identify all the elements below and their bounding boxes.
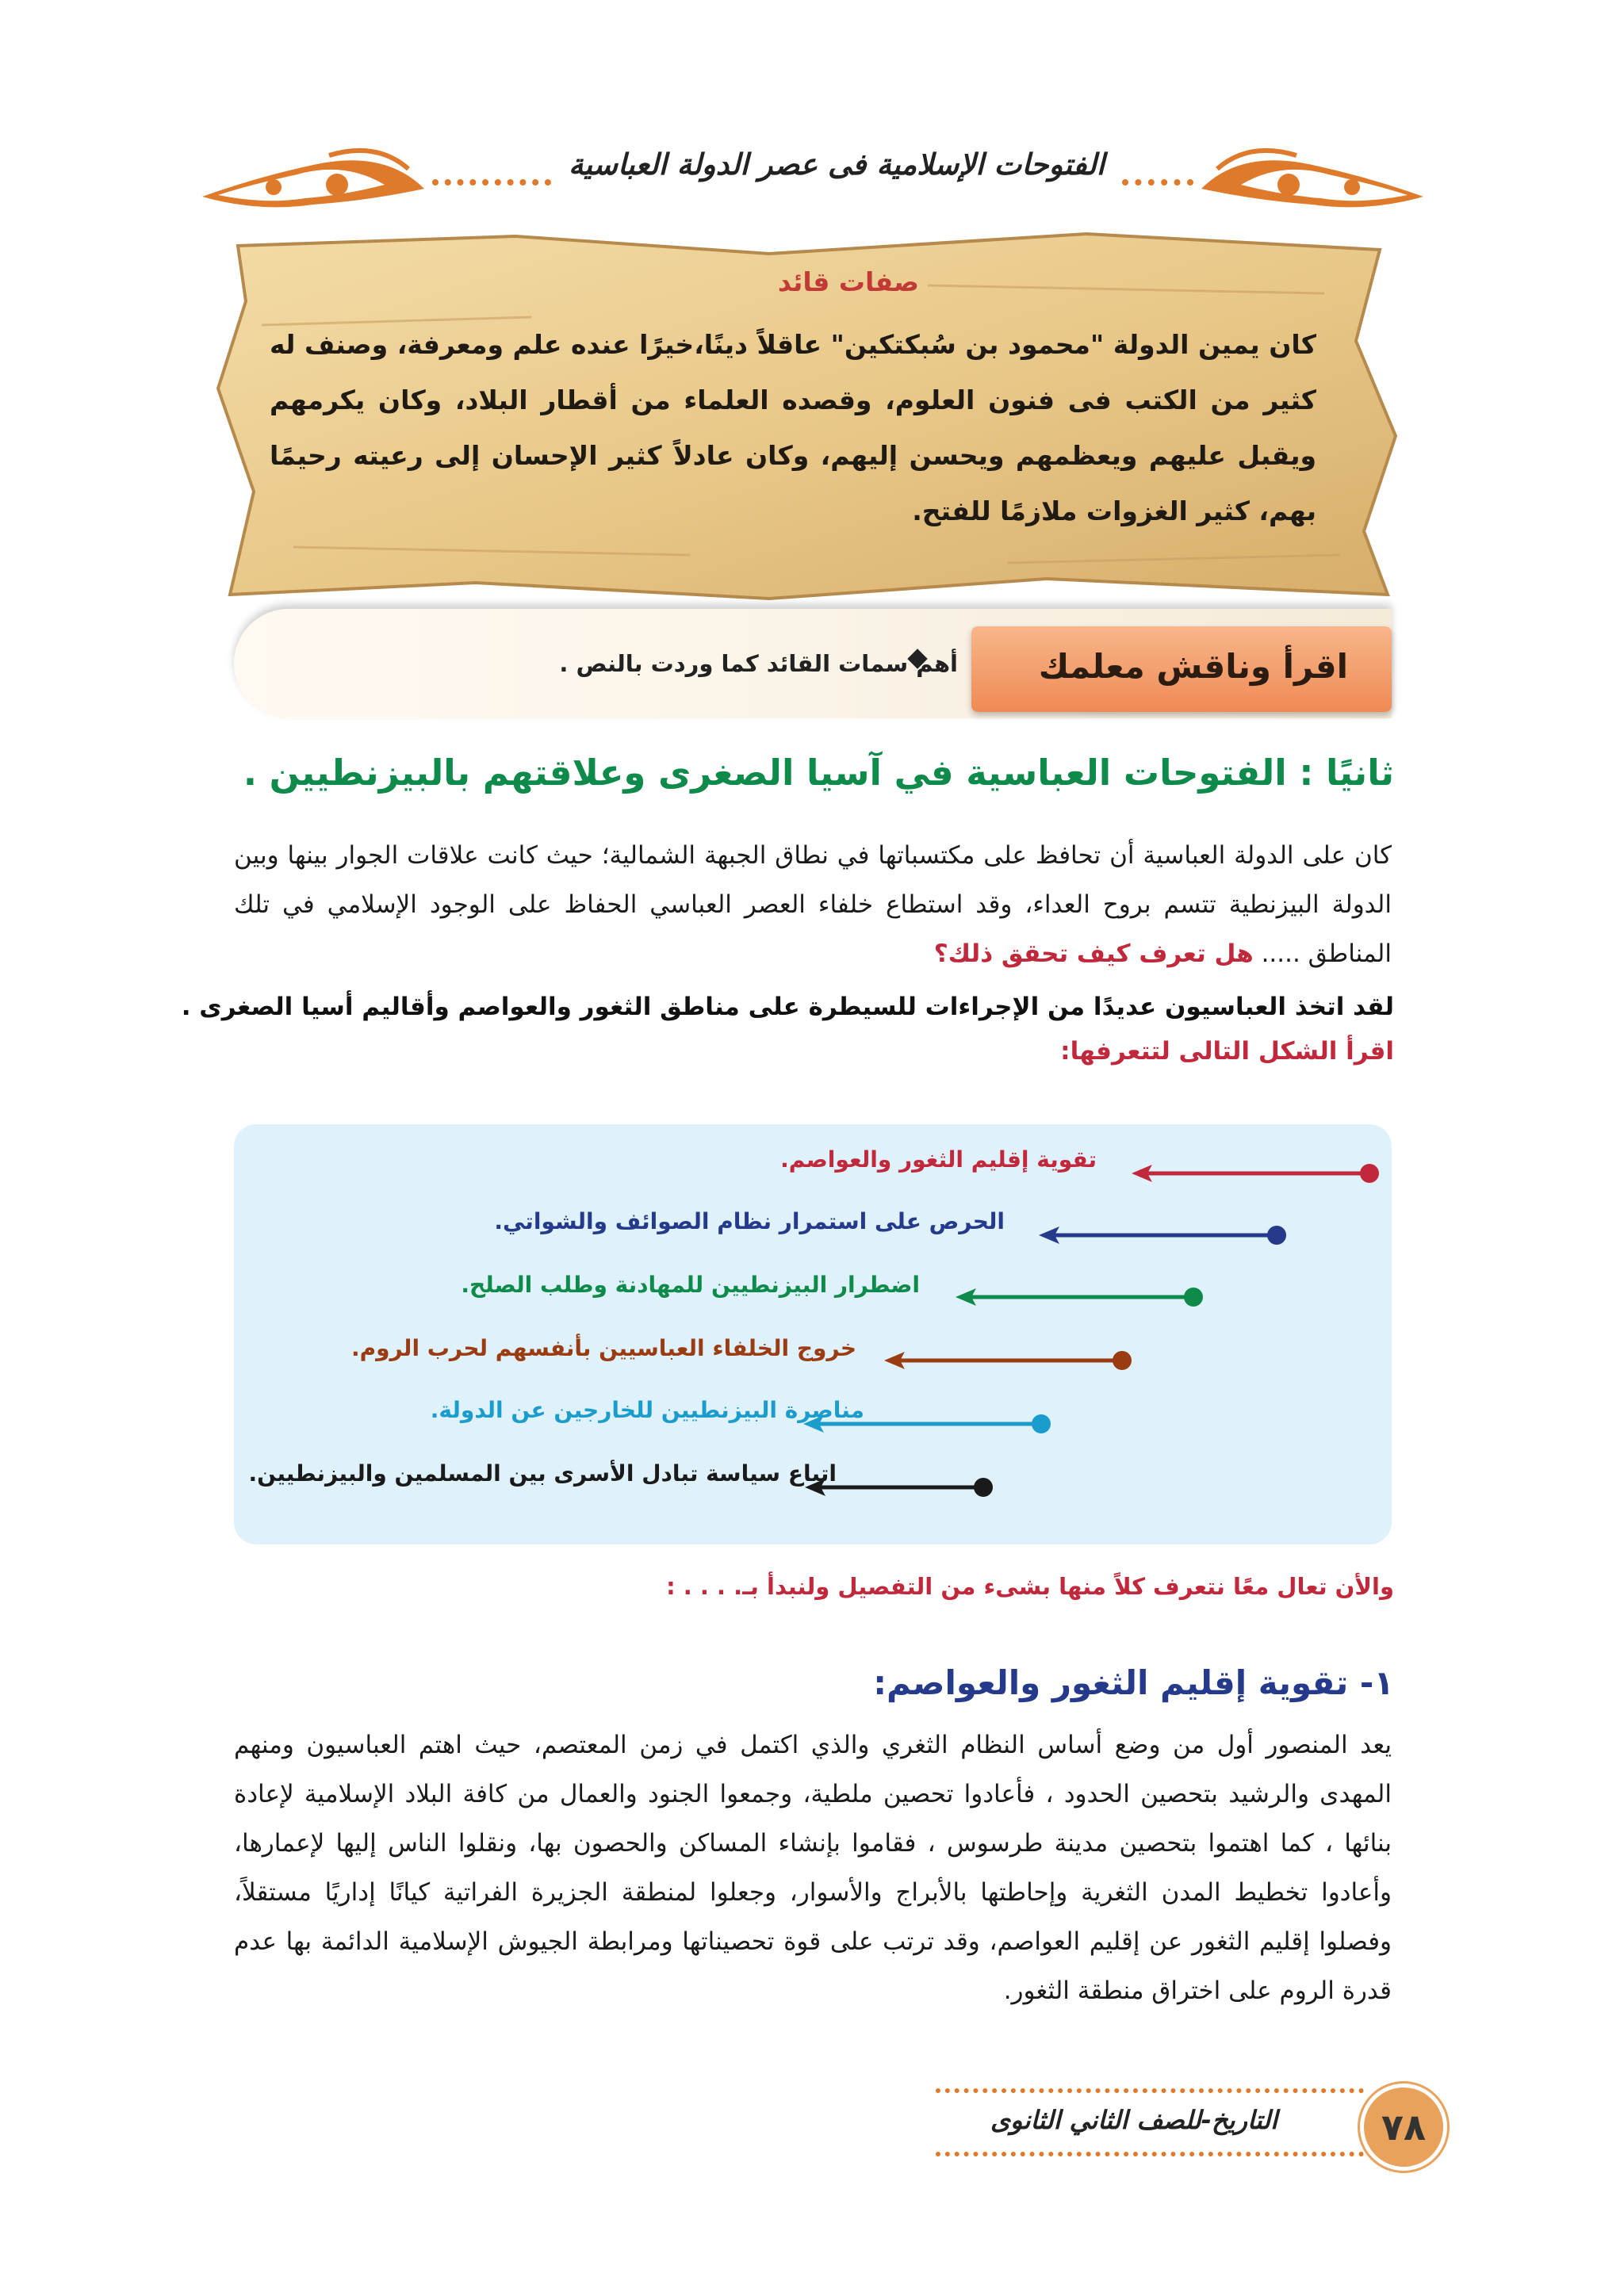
discuss-question: أهم سمات القائد كما وردت بالنص .: [559, 650, 958, 677]
diagram-item-3: اضطرار البيزنطيين للمهادنة وطلب الصلح.: [461, 1272, 920, 1298]
page-number: ٧٨: [1360, 2084, 1447, 2171]
leader-box-text: كان يمين الدولة "محمود بن سُبكتكين" عاقلاً دينًا،خيرًا عنده علم ومعرفة، وصنف له كثير من الكتب فى فنون العلوم، وقصده العلماء من أقطار البلاد، وكان يكرمهم ويقبل عليهم ويعظمهم ويحسن إليهم، وكان عادلاً كثير الإحسان إلى رعيته رحيمًا بهم، كثير الغزوات ملازمًا للفتح.: [270, 329, 1316, 526]
section2-para-question: هل تعرف كيف تحقق ذلك؟: [933, 939, 1254, 968]
diagram-dot-icon: [1032, 1414, 1051, 1433]
header-title: الفتوحات الإسلامية فى عصر الدولة العباسية: [568, 147, 1105, 182]
diagram-dot-icon: [1360, 1164, 1379, 1183]
footer-dots-top: [936, 2088, 1364, 2093]
header-dots-right: [1122, 179, 1193, 186]
diagram-item-1: تقوية إقليم الثغور والعواصم.: [780, 1146, 1097, 1173]
section2-bold-line: لقد اتخذ العباسيون عديدًا من الإجراءات للسيطرة على مناطق الثغور والعواصم وأقاليم أسيا الصغرى .: [181, 993, 1394, 1021]
diagram-dot-icon: [1267, 1226, 1286, 1245]
section2-heading: ثانيًا : الفتوحات العباسية في آسيا الصغرى وعلاقتهم بالبيزنطيين .: [243, 752, 1394, 794]
diagram-item-6: اتباع سياسة تبادل الأسرى بين المسلمين والبيزنطيين.: [248, 1460, 837, 1487]
discuss-label-box: [971, 626, 1392, 712]
header-ornament-right-icon: [1193, 141, 1431, 220]
diagram-item-5: مناصرة البيزنطيين للخارجين عن الدولة.: [430, 1397, 864, 1423]
discuss-label: اقرأ وناقش معلمك: [1038, 647, 1348, 686]
section2-paragraph: [234, 831, 1392, 978]
header-ornament-left-icon: [194, 141, 432, 220]
read-figure-line: اقرأ الشكل التالى لتتعرفها:: [1060, 1037, 1394, 1066]
measures-diagram: [234, 1124, 1392, 1544]
leader-box-title: صفات قائد: [777, 266, 920, 297]
section1-paragraph: يعد المنصور أول من وضع أساس النظام الثغري والذي اكتمل في زمن المعتصم، حيث اهتم العباسيون ومنهم المهدى والرشيد بتحصين الحدود ، فأعادوا تحصين ملطية، وجمعوا الجنود والعمال من كافة البلاد الإسلامية لإعادة بنائها ، كما اهتموا بتحصين مدينة طرسوس ، فقاموا بإنشاء المساكن والحصون بها، ونقلوا الناس إليها لإعمارها، وأعادوا تخطيط المدن الثغرية وإحاطتها بالأبراج والأسوار، وجعلوا لمنطقة الجزيرة الفراتية كيانًا إداريًا مستقلاً، وفصلوا إقليم الثغور عن إقليم العواصم، وقد ترتب على قوة تحصيناتها ومرابطة الجيوش الإسلامية الدائمة بها عدم قدرة الروم على اختراق منطقة الثغور.: [234, 1731, 1392, 2005]
diagram-dot-icon: [1184, 1288, 1203, 1307]
continue-line: والأن تعال معًا نتعرف كلاً منها بشىء من التفصيل ولنبدأ بـ. . . . :: [666, 1573, 1394, 1600]
diagram-item-2: الحرص على استمرار نظام الصوائف والشواتي.: [494, 1208, 1005, 1234]
header-dots-left: [432, 179, 551, 186]
section2-para-main: كان على الدولة العباسية أن تحافظ على مكتسباتها في نطاق الجبهة الشمالية؛ حيث كانت علاقات الجوار بينها وبين الدولة البيزنطية تتسم بروح العداء، وقد استطاع خلفاء العصر العباسي الحفاظ على الوجود الإسلامي في تلك المناطق .....: [234, 841, 1392, 968]
section1-heading: ١- تقوية إقليم الثغور والعواصم:: [873, 1663, 1394, 1702]
diagram-dot-icon: [974, 1478, 993, 1497]
footer-dots-bottom: [936, 2152, 1364, 2156]
diagram-dot-icon: [1113, 1351, 1132, 1370]
diagram-item-4: خروج الخلفاء العباسيين بأنفسهم لحرب الروم.: [350, 1335, 856, 1361]
footer-subject: التاريخ-للصف الثاني الثانوى: [990, 2105, 1277, 2135]
